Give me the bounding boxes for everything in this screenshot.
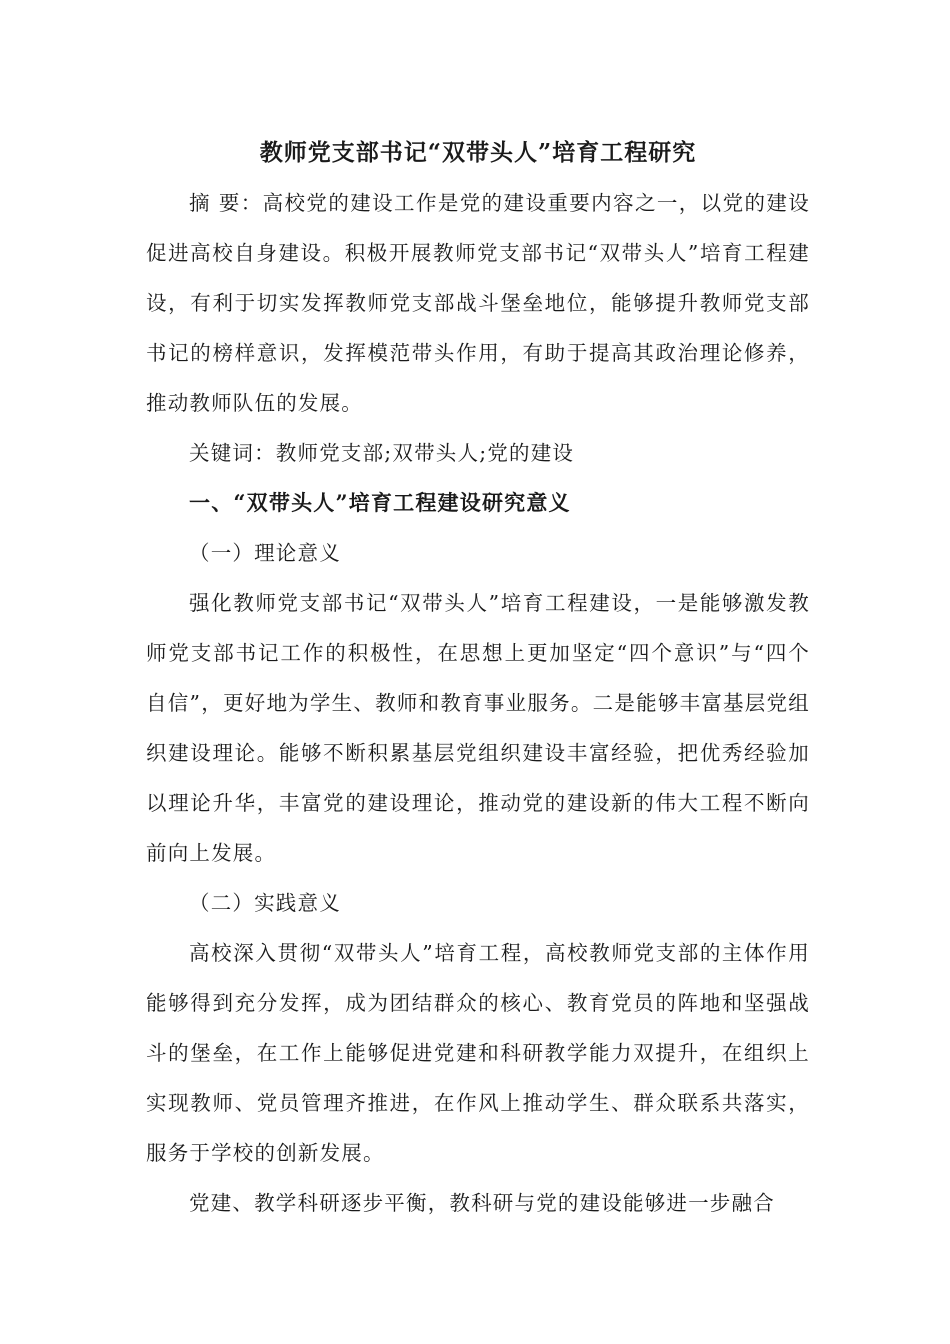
section-heading-1: 一、“双带头人”培育工程建设研究意义 <box>189 490 571 515</box>
document-title: 教师党支部书记“双带头人”培育工程研究 <box>259 139 697 166</box>
practice-paragraph-2: 党建、教学科研逐步平衡，教科研与党的建设能够进一步融合 <box>189 1191 775 1215</box>
practice-paragraph: 高校深入贯彻“双带头人”培育工程，高校教师党支部的主体作用能够得到充分发挥，成为团结群众的核心、教育党员的阵地和坚强战斗的堡垒，在工作上能够促进党建和科研教学能力双提升，在组织上实现教师、党员管理齐推进，在作风上推动学生、群众联系共落实，服务于学校的创新发展。 <box>146 941 810 1165</box>
subsection-heading-theory: （一）理论意义 <box>189 541 341 565</box>
keywords-line: 关键词：教师党支部;双带头人;党的建设 <box>189 441 575 465</box>
document-page <box>146 128 810 1228</box>
theory-paragraph: 强化教师党支部书记“双带头人”培育工程建设，一是能够激发教师党支部书记工作的积极性，在思想上更加坚定“四个意识”与“四个自信”，更好地为学生、教师和教育事业服务。二是能够丰富基层党组织建设理论。能够不断积累基层党组织建设丰富经验，把优秀经验加以理论升华，丰富党的建设理论，推动党的建设新的伟大工程不断向前向上发展。 <box>146 591 810 865</box>
subsection-heading-practice: （二）实践意义 <box>189 891 341 915</box>
abstract-paragraph: 摘 要：高校党的建设工作是党的建设重要内容之一，以党的建设促进高校自身建设。积极开展教师党支部书记“双带头人”培育工程建设，有利于切实发挥教师党支部战斗堡垒地位，能够提升教师党支部书记的榜样意识，发挥模范带头作用，有助于提高其政治理论修养，推动教师队伍的发展。 <box>146 191 810 415</box>
